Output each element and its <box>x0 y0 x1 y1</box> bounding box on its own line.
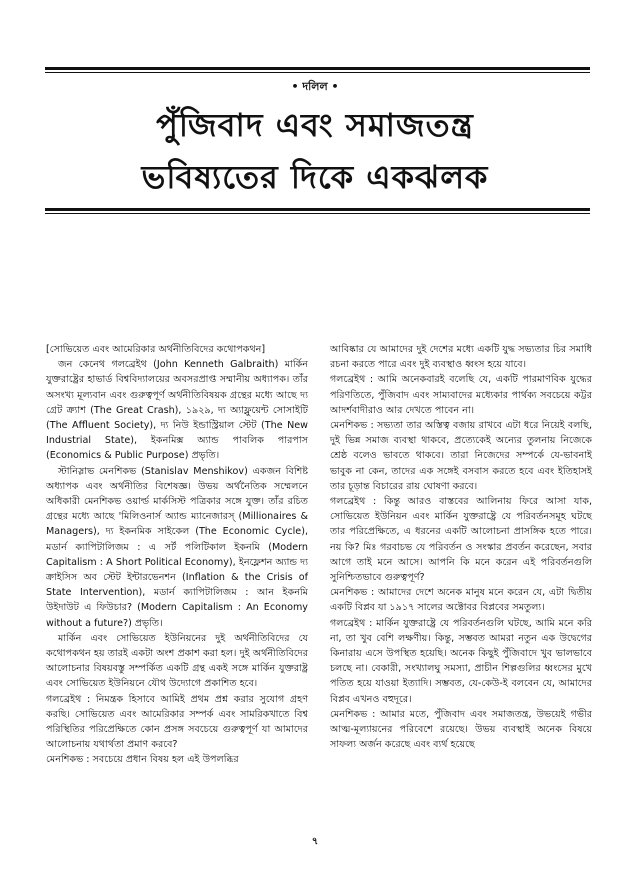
dialogue-paragraph: আবিষ্কার যে আমাদের দুই দেশের মধ্যে একটি যুদ্ধ সভ্যতার চির সমাধি রচনা করতে পারে এবং দুই ব্যবস্থাও ধ্বংস হয়ে যাবে। <box>330 344 592 371</box>
header-rule-bottom-thin <box>45 213 590 214</box>
section-tag: • দলিল • <box>291 80 339 93</box>
paragraph-introduction: মার্কিন এবং সোভিয়েত ইউনিয়নের দুই অর্থনীতিবিদের যে কথোপকথন হয় তারই একটা অংশ প্রকাশ করা হল। দুই অর্থনীতিবিদের আলোচনার বিষয়বস্তু সম্পর্কিত একটি গ্রন্থ একই সঙ্গে মার্কিন যুক্তরাষ্ট্র এবং সোভিয়েত ইউনিয়নে যৌথ উদ্যোগে প্রকাশিত হবে। <box>46 632 308 690</box>
dialogue-paragraph: মেনশিকভ : আমার মতে, পুঁজিবাদ এবং সমাজতন্ত্র, উভয়েই গভীর আত্ম-মূল্যায়নের পরিবেশে রয়েছে। উভয় ব্যবস্থাই অনেক বিষয়ে সাফল্য অর্জন করেছে এবং ব্যর্থ হয়েছে <box>330 708 592 751</box>
dialogue-paragraph: গলব্রেইথ : নিমন্ত্রক হিসাবে আমিই প্রথম প্রশ্ন করার সুযোগ গ্রহণ করছি। সোভিয়েত এবং আমেরিকার সম্পর্ক এবং সামরিকখাতে বিশ্ব পরিস্থিতির পরিপ্রেক্ষিতে কোন প্রসঙ্গ সবচেয়ে গুরুত্বপূর্ণ যা আমাদের আলোচনায় যথার্থতা প্রমাণ করবে? <box>46 693 308 751</box>
dialogue-paragraph: মেনশিকভ : আমাদের দেশে অনেক মানুষ মনে করেন যে, এটা দ্বিতীয় একটি বিপ্লব যা ১৯১৭ সালের অক্টোবর বিপ্লবের সমতুল্য। <box>330 587 592 614</box>
page-title-line-2: ভবিষ্যতের দিকে একঝলক <box>141 158 489 196</box>
header-rule-top-thin <box>45 72 590 73</box>
intro-bracket-heading: [সোভিয়েত এবং আমেরিকার অর্থনীতিবিদের কথোপকথন] <box>46 344 266 355</box>
dialogue-paragraph: গলব্রেইথ : আমি অনেকবারই বলেছি যে, একটি পারমাণবিক যুদ্ধের পরিণতিতে, পুঁজিবাদ এবং সাম্যবাদের মধ্যেকার পার্থক্য সবচেয়ে কট্টর আদর্শবাদীরাও আর দেখতে পাবেন না। <box>330 374 592 416</box>
paragraph-menshikov-bio: স্টানিস্লাভ মেনশিকভ (Stanislav Menshikov) একজন বিশিষ্ট অধ্যাপক এবং অর্থনীতির বিশেষজ্ঞ। উভয় অর্থনৈতিক সম্মেলনে অধিকারী মেনশিকভ ওয়ার্ল্ড মার্কসিস্ট পত্রিকার সঙ্গে যুক্ত। তাঁর রচিত গ্রন্থের মধ্যে আছে 'মিলিওনার্স অ্যান্ড ম্যানেজারস্ (Millionaires & Managers), দ্য ইকনমিক সাইকেল (The Economic Cycle), মডার্ন ক্যাপিটালিজম : এ সর্ট পলিটিকাল ইকনমি (Modern Capitalism : A Short Political Economy), ইনফ্লেশন অ্যান্ড দ্য ক্রাইসিস অব স্টেট ইন্টারভেনশন (Inflation & the Crisis of State Intervention), মডার্ন ক্যাপিটালিজম : আন ইকনমি উইদাউট এ ফিউচার? (Modern Capitalism : An Economy without a future?) প্রভৃতি। <box>46 465 308 629</box>
right-text-column <box>330 342 592 752</box>
page-title-line-1: পুঁজিবাদ এবং সমাজতন্ত্র <box>156 106 474 144</box>
dialogue-paragraph: গলব্রেইথ : কিন্তু আরও বাস্তবের আলিনায় ফিরে আসা যাক, সোভিয়েত ইউনিয়ন এবং মার্কিন যুক্তরাষ্ট্রে যে পরিবর্তনসমূহ ঘটছে তার পরিপ্রেক্ষিতে, এ ধরনের একটি আলোচনা প্রাসঙ্গিক হতে পারে। নয় কি? মিঃ গরবাচভ যে পরিবর্তন ও সংস্কার প্রবর্তন করেছেন, সবার আগে তাই মনে আসে। আপনি কি মনে করেন এই পরিবর্তনগুলি সুনিশ্চিতভাবে গুরুত্বপূর্ণ? <box>330 496 592 584</box>
header-rule-top <box>45 67 590 70</box>
dialogue-paragraph: গলব্রেইথ : মার্কিন যুক্তরাষ্ট্রে যে পরিবর্তনগুলি ঘটছে, আমি মনে করি না, তা খুব বেশি লক্ষণীয়। কিন্তু, সম্ভবত আমরা নতুন এক উদ্বেগের কিনারায় এসে উপস্থিত হয়েছি। অনেক কিছুই পুঁজিবাদে খুব ভালভাবে চলছে না। বেকারী, সংখ্যালঘু সমস্যা, প্রাচীন শিল্পগুলির ধ্বংসের মুখে পতিত হয়ে যাওয়া ইত্যাদি। সম্ভবত, যে-কেউ-ই বলবেন যে, আমাদের বিপ্লব এখনও বহুদূরে। <box>330 617 592 705</box>
paragraph-galbraith-bio: জন কেনেথ গলব্রেইথ (John Kenneth Galbraith) মার্কিন যুক্তরাষ্ট্রের হাভার্ড বিশ্ববিদ্যালয়ের অবসরপ্রাপ্ত সম্মানীয় অধ্যাপক। তাঁর অসংখ্য মূল্যবান এবং গুরুত্বপূর্ণ অর্থনীতিবিষয়ক গ্রন্থের মধ্যে আছে দ্য গ্রেট ক্র্যাশ (The Great Crash), ১৯২৯, দ্য অ্যাফ্লুয়েন্ট সোসাইটি (The Affluent Society), দ্য নিউ ইন্ডাস্ট্রিয়াল স্টেট (The New Industrial State), ইকনমিক্স অ্যান্ড পাবলিক পারপাস (Economics & Public Purpose) প্রভৃতি। <box>46 359 308 462</box>
left-text-column <box>46 342 308 768</box>
page-number: ৭ <box>311 836 319 847</box>
header-rule-bottom <box>45 208 590 211</box>
dialogue-paragraph: মেনশিকভ : সভ্যতা তার অস্তিত্ব বজায় রাখবে এটা ধরে নিয়েই বলছি, দুই ভিন্ন সমাজ ব্যবস্থা থাকবে, প্রত্যেকেই অন্যের তুলনায় নিজেকে শ্রেষ্ঠ বলেও ভাবতে থাকবে। তারা নিজেদের সম্পর্কে যে-ভাবনাই ভাবুক না কেন, তাদের এক সঙ্গেই বসবাস করতে হবে এবং ইতিহাসই তার চূড়ান্ত বিচারের রায় ঘোষণা করবে। <box>330 420 592 492</box>
dialogue-paragraph: মেনশিকভ : সবচেয়ে প্রধান বিষয় হল এই উপলব্ধির <box>46 754 239 766</box>
